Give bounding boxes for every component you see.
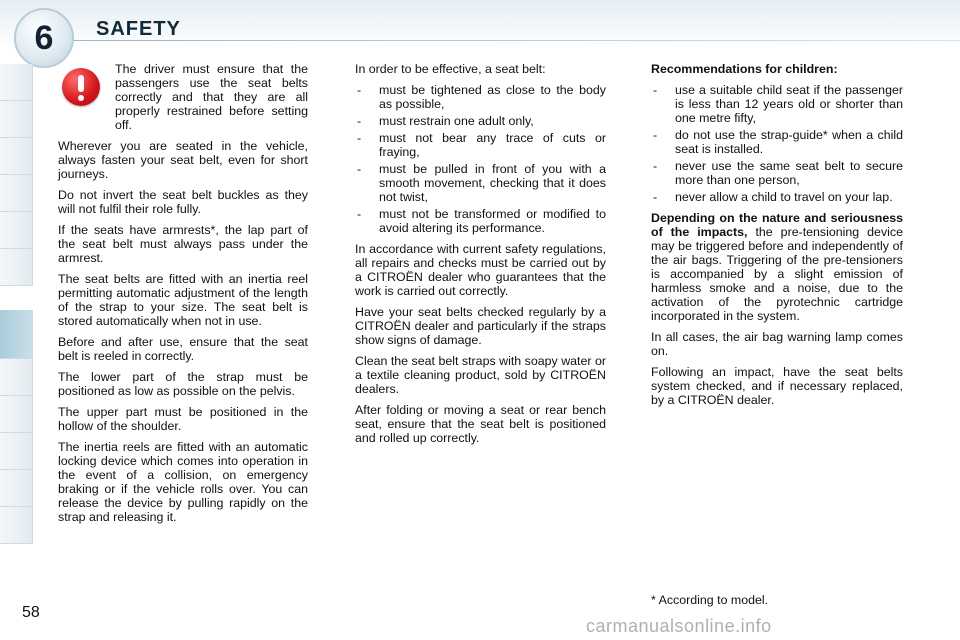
page-title: SAFETY [96, 18, 181, 40]
side-tab-9[interactable] [0, 396, 33, 433]
paragraph: Have your seat belts checked regularly by a CITROËN dealer and particularly if the straps show signs of damage. [355, 305, 606, 347]
side-tab-1[interactable] [0, 64, 33, 101]
list-item: - never use the same seat belt to secure more than one person, [651, 159, 903, 187]
paragraph: Clean the seat belt straps with soapy water or a textile cleaning product, sold by CITROËN dealers. [355, 354, 606, 396]
side-tab-2[interactable] [0, 101, 33, 138]
side-tab-12[interactable] [0, 507, 33, 544]
list-item: - must be pulled in front of you with a smooth movement, checking that it does not twist, [355, 162, 606, 204]
paragraph: The upper part must be positioned in the hollow of the shoulder. [58, 405, 308, 433]
watermark: carmanualsonline.info [586, 616, 772, 636]
paragraph: The inertia reels are fitted with an automatic locking device which comes into operation in the event of a collision, on emergency braking or if the vehicle rolls over. You can release the device by pulling rapidly on the strap and releasing it. [58, 440, 308, 524]
paragraph: Before and after use, ensure that the seat belt is reeled in correctly. [58, 335, 308, 363]
side-tab-4[interactable] [0, 175, 33, 212]
list-item: - must restrain one adult only, [355, 114, 606, 128]
side-tab-5[interactable] [0, 212, 33, 249]
list-item: - must not bear any trace of cuts or fraying, [355, 131, 606, 159]
paragraph: Following an impact, have the seat belts system checked, and if necessary replaced, by a CITROËN dealer. [651, 365, 903, 407]
paragraph: Do not invert the seat belt buckles as they will not fulfil their role fully. [58, 188, 308, 216]
paragraph: After folding or moving a seat or rear bench seat, ensure that the seat belt is positioned and rolled up correctly. [355, 403, 606, 445]
list-item: - must be tightened as close to the body as possible, [355, 83, 606, 111]
side-tab-6[interactable] [0, 249, 33, 286]
chapter-side-tabs [0, 64, 34, 576]
seat-belt-intro: In order to be effective, a seat belt: [355, 62, 546, 76]
children-recommendations-list [651, 83, 903, 204]
list-item: - never allow a child to travel on your lap. [651, 190, 903, 204]
page-number: 58 [22, 604, 40, 621]
paragraph: The seat belts are fitted with an inertia reel permitting automatic adjustment of the length of the strap to your size. The seat belt is stored automatically when not in use. [58, 272, 308, 328]
side-tab-3[interactable] [0, 138, 33, 175]
list-item: - do not use the strap-guide* when a child seat is installed. [651, 128, 903, 156]
children-heading: Recommendations for children: [651, 62, 838, 76]
column-left [58, 62, 308, 531]
pretensioner-paragraph [651, 211, 903, 323]
seat-belt-requirements-list [355, 83, 606, 235]
side-tab-safety-active[interactable] [0, 310, 33, 359]
paragraph: In all cases, the air bag warning lamp comes on. [651, 330, 903, 358]
pretensioner-bold-lead: Depending on the nature and seriousness of the impacts, [651, 211, 903, 239]
paragraph: In accordance with current safety regulations, all repairs and checks must be carried out by a CITROËN dealer who guarantees that the work is carried out correctly. [355, 242, 606, 298]
side-tab-10[interactable] [0, 433, 33, 470]
warning-intro-text: The driver must ensure that the passengers use the seat belts correctly and that they are all properly restrained before setting off. [115, 62, 308, 132]
chapter-number-badge: 6 [14, 8, 74, 68]
list-item: - use a suitable child seat if the passenger is less than 12 years old or shorter than one metre fifty, [651, 83, 903, 125]
footnote: * According to model. [651, 593, 769, 607]
list-item: - must not be transformed or modified to avoid altering its performance. [355, 207, 606, 235]
paragraph: If the seats have armrests*, the lap part of the seat belt must always pass under the armrest. [58, 223, 308, 265]
pretensioner-text: the pre-tensioning device may be triggered before and independently of the air bags. Triggering of the pre-tensioners is accompanied by a slight emission of harmless smoke and a noise, due to the activation of the pyrotechnic cartridge incorporated in the system. [651, 225, 903, 323]
paragraph: The lower part of the strap must be positioned as low as possible on the pelvis. [58, 370, 308, 398]
column-right [651, 62, 903, 414]
header-divider [70, 40, 960, 41]
paragraph: Wherever you are seated in the vehicle, always fasten your seat belt, even for short journeys. [58, 139, 308, 181]
side-tab-11[interactable] [0, 470, 33, 507]
side-tab-8[interactable] [0, 359, 33, 396]
column-middle [355, 62, 606, 452]
